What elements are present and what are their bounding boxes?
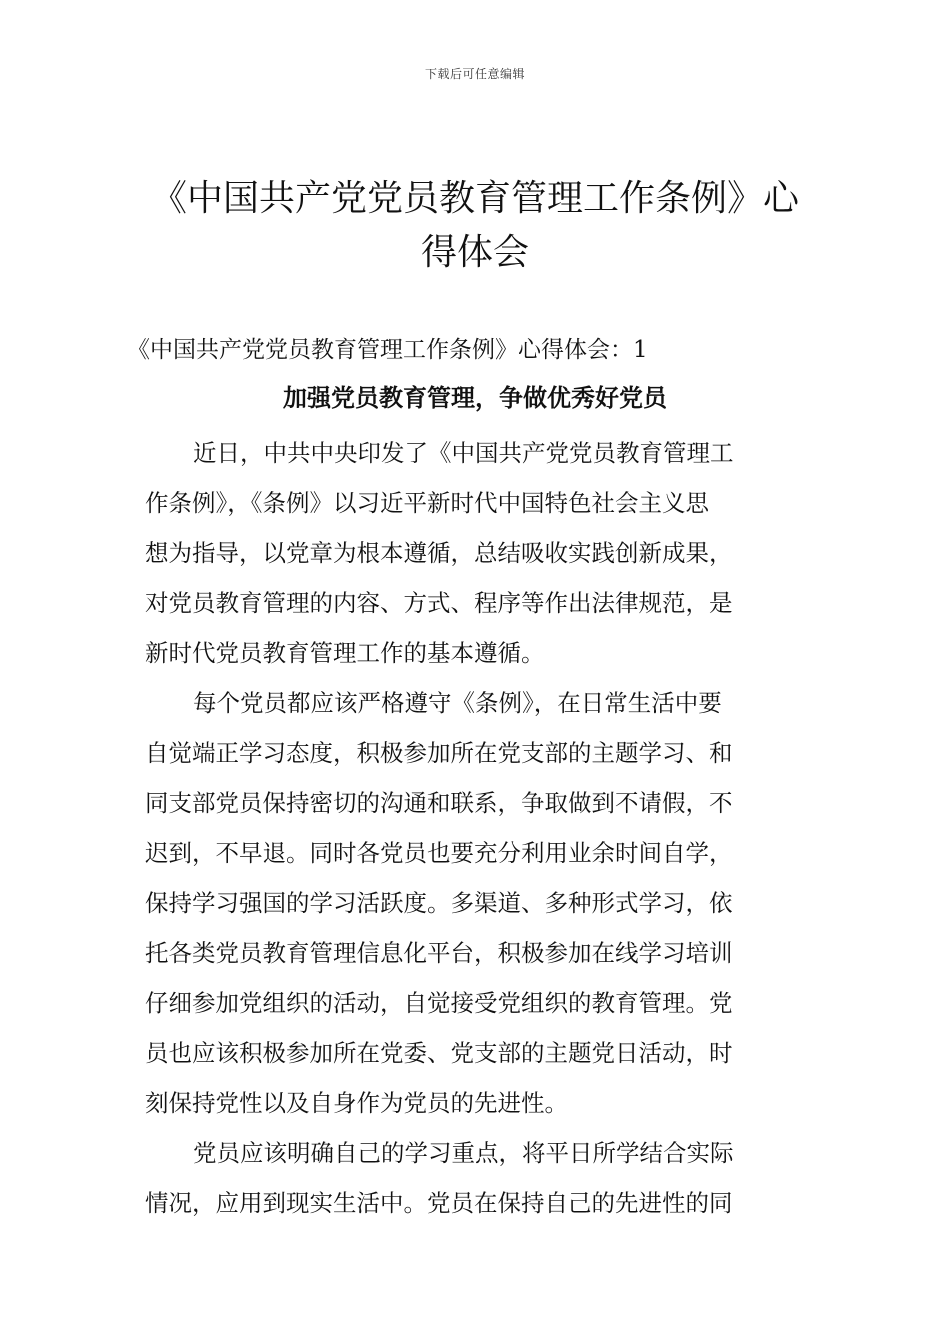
- paragraph-line: 新时代党员教育管理工作的基本遵循。: [145, 639, 545, 667]
- paragraph-line: 员也应该积极参加所在党委、党支部的主题党日活动，时: [145, 1039, 733, 1067]
- paragraph-line: 近日，中共中央印发了《中国共产党党员教育管理工: [193, 439, 734, 467]
- body-text: [145, 428, 805, 1228]
- title-line-1: 《中国共产党党员教育管理工作条例》心: [150, 178, 799, 219]
- header-note: 下载后可任意编辑: [424, 67, 525, 81]
- paragraph-1: [145, 428, 805, 678]
- document-title: [145, 172, 805, 280]
- paragraph-3: [145, 1128, 805, 1228]
- title-line-2: 得体会: [420, 232, 529, 273]
- paragraph-line: 自觉端正学习态度，积极参加所在党支部的主题学习、和: [145, 739, 733, 767]
- paragraph-line: 迟到，不早退。同时各党员也要充分利用业余时间自学，: [145, 839, 733, 867]
- paragraph-line: 同支部党员保持密切的沟通和联系，争取做到不请假，不: [145, 789, 733, 817]
- section-heading: 加强党员教育管理，争做优秀好党员: [283, 384, 667, 412]
- paragraph-line: 托各类党员教育管理信息化平台，积极参加在线学习培训: [145, 939, 733, 967]
- paragraph-line: 保持学习强国的学习活跃度。多渠道、多种形式学习，依: [145, 889, 733, 917]
- paragraph-2: [145, 678, 805, 1128]
- paragraph-line: 党员应该明确自己的学习重点，将平日所学结合实际: [193, 1139, 734, 1167]
- paragraph-line: 每个党员都应该严格遵守《条例》，在日常生活中要: [193, 689, 722, 717]
- paragraph-line: 情况，应用到现实生活中。党员在保持自己的先进性的同: [145, 1189, 733, 1217]
- paragraph-line: 仔细参加党组织的活动，自觉接受党组织的教育管理。党: [145, 989, 733, 1017]
- paragraph-line: 想为指导，以党章为根本遵循，总结吸收实践创新成果，: [145, 539, 733, 567]
- paragraph-line: 对党员教育管理的内容、方式、程序等作出法律规范，是: [145, 589, 733, 617]
- subtitle-line: 《中国共产党党员教育管理工作条例》心得体会：1: [127, 337, 648, 363]
- paragraph-line: 作条例》，《条例》以习近平新时代中国特色社会主义思: [145, 489, 709, 517]
- paragraph-line: 刻保持党性以及自身作为党员的先进性。: [145, 1089, 568, 1117]
